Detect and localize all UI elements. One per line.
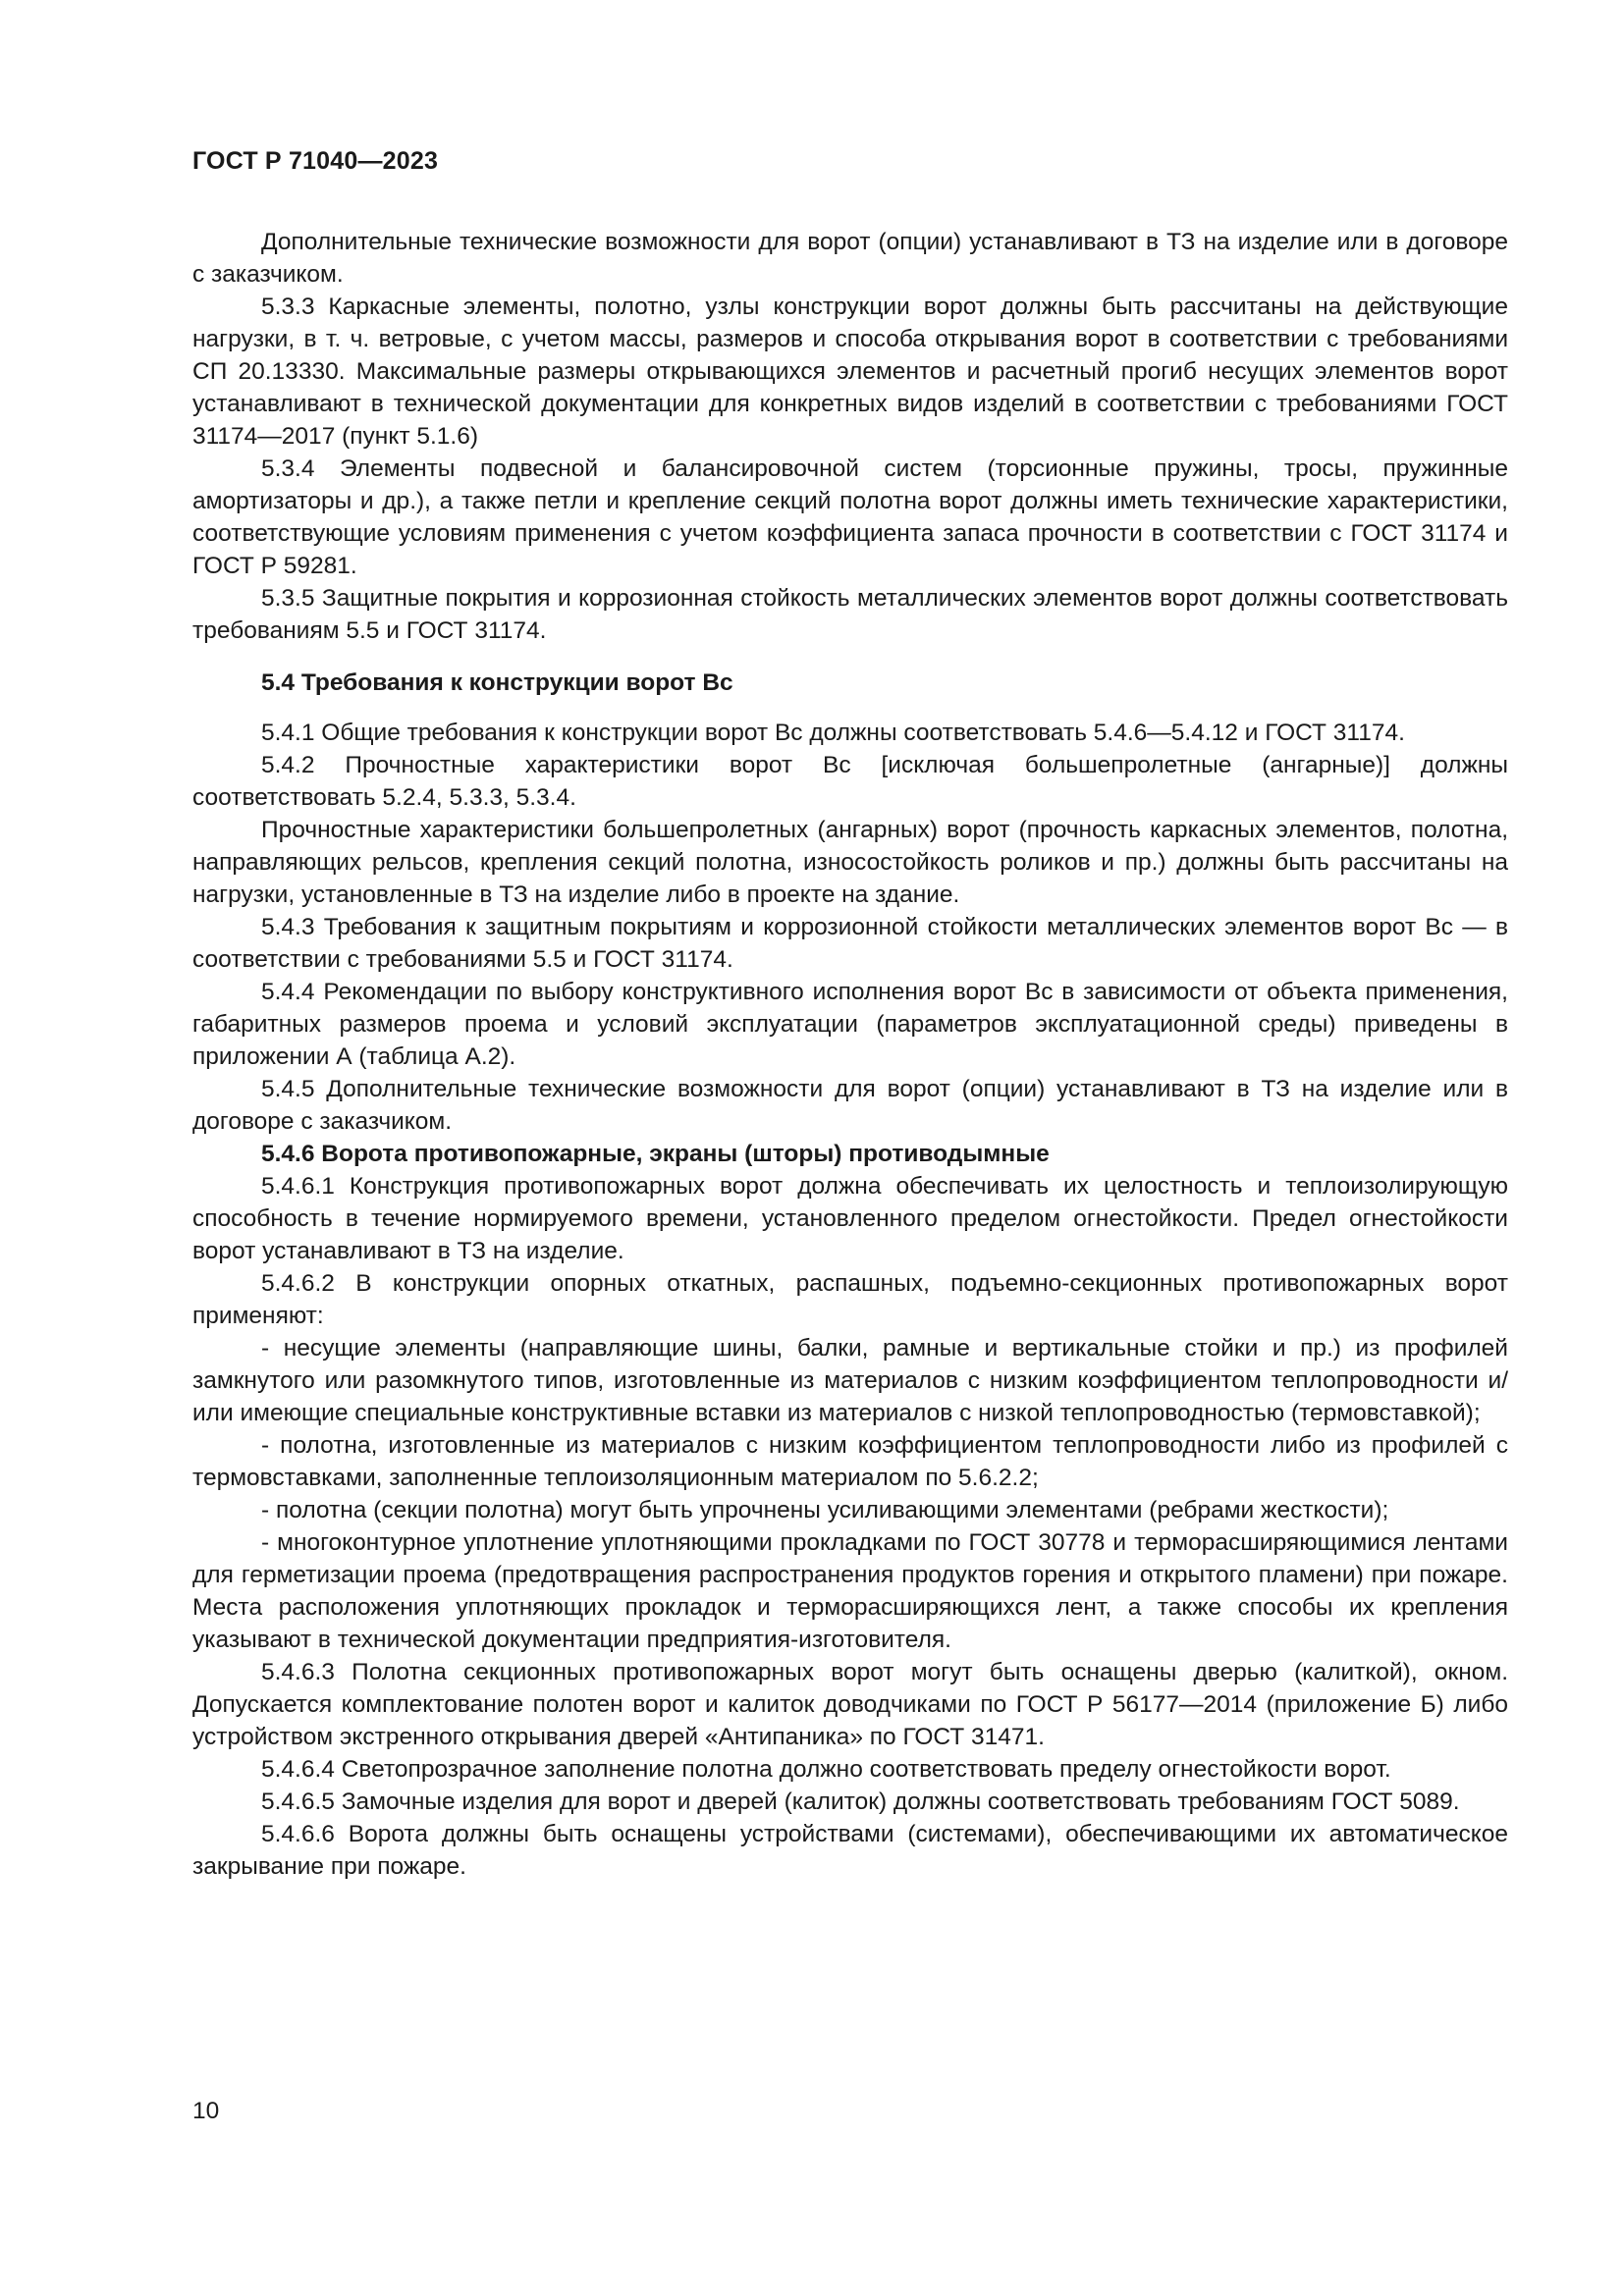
list-item: - полотна (секции полотна) могут быть упрочнены усиливающими элементами (ребрами жесткости); xyxy=(261,1497,1389,1523)
list-item: - несущие элементы (направляющие шины, балки, рамные и вертикальные стойки и пр.) из профилей замкнутого или разомкнутого типов, изготовленные из материалов с низким коэффициентом теплопроводности и/или имеющие специальные конструктивные вставки из материалов с низкой теплопроводностью (термовставкой); xyxy=(192,1335,1508,1426)
paragraph: 5.4.6.2 В конструкции опорных откатных, распашных, подъемно-секционных противопожарных ворот применяют: xyxy=(192,1270,1508,1329)
page-number: 10 xyxy=(192,2098,220,2124)
paragraph: 5.3.4 Элементы подвесной и балансировочной систем (торсионные пружины, тросы, пружинные амортизаторы и др.), а также петли и крепление секций полотна ворот должны иметь технические характеристики, соответствующие условиям применения с учетом коэффициента запаса прочности в соответствии с ГОСТ 31174 и ГОСТ Р 59281. xyxy=(192,455,1508,579)
paragraph: 5.4.6.1 Конструкция противопожарных ворот должна обеспечивать их целостность и теплоизолирующую способность в течение нормируемого времени, установленного пределом огнестойкости. Предел огнестойкости ворот устанавливают в ТЗ на изделие. xyxy=(192,1173,1508,1264)
paragraph: 5.4.3 Требования к защитным покрытиям и коррозионной стойкости металлических элементов ворот Вс — в соответствии с требованиями 5.5 и ГОСТ 31174. xyxy=(192,914,1508,973)
document-body xyxy=(192,226,1508,1883)
document-code-header: ГОСТ Р 71040—2023 xyxy=(192,147,439,175)
paragraph: 5.4.4 Рекомендации по выбору конструктивного исполнения ворот Вс в зависимости от объекта применения, габаритных размеров проема и условий эксплуатации (параметров эксплуатационной среды) приведены в приложении А (таблица А.2). xyxy=(192,979,1508,1070)
list-item: - многоконтурное уплотнение уплотняющими прокладками по ГОСТ 30778 и терморасширяющимися лентами для герметизации проема (предотвращения распространения продуктов горения и открытого пламени) при пожаре. Места расположения уплотняющих прокладок и терморасширяющихся лент, а также способы их крепления указывают в технической документации предприятия-изготовителя. xyxy=(192,1529,1508,1653)
list-item: - полотна, изготовленные из материалов с низким коэффициентом теплопроводности либо из профилей с термовставками, заполненные теплоизоляционным материалом по 5.6.2.2; xyxy=(192,1432,1508,1491)
paragraph: 5.4.5 Дополнительные технические возможности для ворот (опции) устанавливают в ТЗ на изделие или в договоре с заказчиком. xyxy=(192,1076,1508,1135)
paragraph: 5.3.3 Каркасные элементы, полотно, узлы конструкции ворот должны быть рассчитаны на действующие нагрузки, в т. ч. ветровые, с учетом массы, размеров и способа открывания ворот в соответствии с требованиями СП 20.13330. Максимальные размеры открывающихся элементов и расчетный прогиб несущих элементов ворот устанавливают в технической документации для конкретных видов изделий в соответствии с требованиями ГОСТ 31174—2017 (пункт 5.1.6) xyxy=(192,294,1508,450)
paragraph: Прочностные характеристики большепролетных (ангарных) ворот (прочность каркасных элементов, полотна, направляющих рельсов, крепления секций полотна, износостойкость роликов и пр.) должны быть рассчитаны на нагрузки, установленные в ТЗ на изделие либо в проекте на здание. xyxy=(192,817,1508,908)
paragraph: 5.4.6.3 Полотна секционных противопожарных ворот могут быть оснащены дверью (калиткой), окном. Допускается комплектование полотен ворот и калиток доводчиками по ГОСТ Р 56177—2014 (приложение Б) либо устройством экстренного открывания дверей «Антипаника» по ГОСТ 31471. xyxy=(192,1659,1508,1750)
paragraph: 5.4.6.5 Замочные изделия для ворот и дверей (калиток) должны соответствовать требованиям ГОСТ 5089. xyxy=(261,1789,1460,1815)
paragraph: 5.4.6.6 Ворота должны быть оснащены устройствами (системами), обеспечивающими их автоматическое закрывание при пожаре. xyxy=(192,1821,1508,1880)
subsection-heading-5-4-6: 5.4.6 Ворота противопожарные, экраны (шторы) противодымные xyxy=(261,1141,1050,1167)
paragraph: 5.4.2 Прочностные характеристики ворот Вс [исключая большепролетные (ангарные)] должны соответствовать 5.2.4, 5.3.3, 5.3.4. xyxy=(192,752,1508,811)
paragraph: 5.3.5 Защитные покрытия и коррозионная стойкость металлических элементов ворот должны соответствовать требованиям 5.5 и ГОСТ 31174. xyxy=(192,585,1508,644)
section-heading-5-4: 5.4 Требования к конструкции ворот Вс xyxy=(261,669,733,696)
paragraph: 5.4.1 Общие требования к конструкции ворот Вс должны соответствовать 5.4.6—5.4.12 и ГОСТ 31174. xyxy=(261,720,1405,746)
paragraph: Дополнительные технические возможности для ворот (опции) устанавливают в ТЗ на изделие или в договоре с заказчиком. xyxy=(192,229,1508,288)
paragraph: 5.4.6.4 Светопрозрачное заполнение полотна должно соответствовать пределу огнестойкости ворот. xyxy=(261,1756,1391,1783)
